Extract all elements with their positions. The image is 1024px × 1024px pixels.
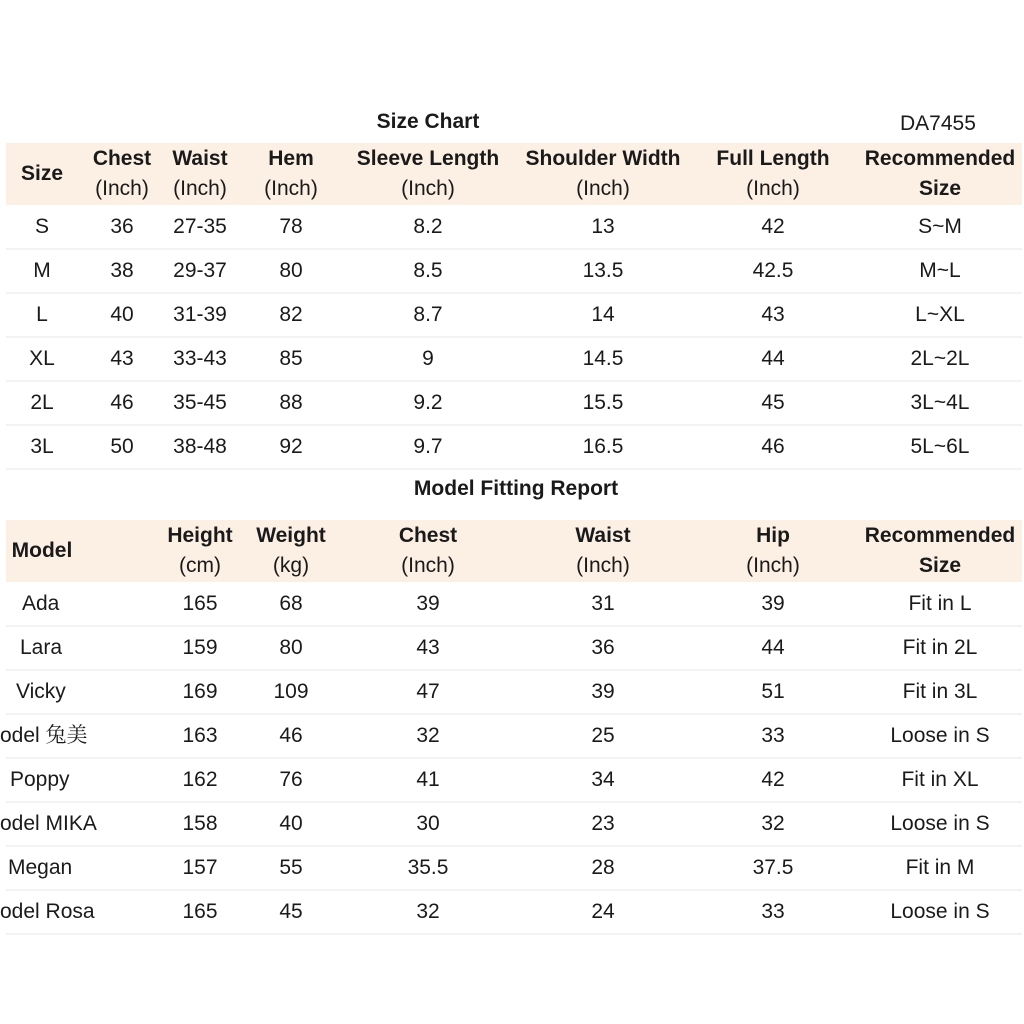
size-chart-cell: 3L <box>30 435 54 458</box>
size-chart-table <box>6 143 1022 470</box>
size-chart-title: Size Chart <box>376 110 480 133</box>
fitting-report-header-unit: (Inch) <box>576 554 630 577</box>
fitting-report-header-unit: (Inch) <box>746 554 800 577</box>
size-chart-cell: 15.5 <box>582 391 624 414</box>
fitting-report-cell: 23 <box>591 812 615 835</box>
fitting-report-header-label: Chest <box>398 524 458 547</box>
size-chart-cell: 5L~6L <box>910 435 970 458</box>
size-chart-header-label: Waist <box>172 147 228 170</box>
fitting-report-cell: 28 <box>591 856 615 879</box>
fitting-report-cell: 35.5 <box>407 856 449 879</box>
fitting-report-header-6 <box>840 521 1024 581</box>
fitting-report-header-label: Weight <box>256 524 326 547</box>
table-row <box>6 426 1022 470</box>
fitting-report-cell: Loose in S <box>890 724 990 747</box>
fitting-report-cell: Fit in M <box>905 856 975 879</box>
size-chart-cell: 16.5 <box>582 435 624 458</box>
size-chart-header-label: Full Length <box>716 147 830 170</box>
fitting-report-header-unit: (kg) <box>272 554 310 577</box>
fitting-report-header-label: Model <box>11 539 73 562</box>
size-chart-cell: 8.7 <box>413 303 443 326</box>
fitting-report-title: Model Fitting Report <box>413 477 619 500</box>
size-chart-header-label: Sleeve Length <box>356 147 500 170</box>
fitting-report-cell: 169 <box>182 680 218 703</box>
fitting-report-cell: Vicky <box>16 680 66 703</box>
fitting-report-header-label: Hip <box>756 524 790 547</box>
fitting-report-header-unit: Size <box>918 554 962 577</box>
size-chart-cell: L <box>36 303 48 326</box>
fitting-report-cell: odel MIKA <box>0 812 97 835</box>
fitting-report-cell: Fit in XL <box>901 768 979 791</box>
fitting-report-header-label: Recommended <box>864 524 1016 547</box>
fitting-report-cell: 24 <box>591 900 615 923</box>
size-chart-header-label: Shoulder Width <box>525 147 681 170</box>
table-row <box>6 671 1022 715</box>
table-row <box>0 803 1022 847</box>
fitting-report-cell: Fit in 2L <box>902 636 978 659</box>
fitting-report-cell: 40 <box>279 812 303 835</box>
size-chart-cell: S <box>34 215 49 238</box>
size-chart-cell: 88 <box>279 391 303 414</box>
table-row <box>0 715 1022 759</box>
size-chart-cell: 50 <box>110 435 134 458</box>
size-chart-cell: 29-37 <box>173 259 227 282</box>
size-chart-cell: 45 <box>761 391 785 414</box>
fitting-report-cell: Lara <box>20 636 63 659</box>
size-chart-header <box>6 143 1022 205</box>
fitting-report-header <box>6 520 1022 582</box>
size-chart-cell: 27-35 <box>173 215 227 238</box>
fitting-report-cell: 165 <box>182 900 218 923</box>
fitting-report-table <box>0 520 1022 935</box>
table-row <box>0 891 1022 935</box>
size-chart-cell: 3L~4L <box>910 391 970 414</box>
fitting-report-cell: 163 <box>182 724 218 747</box>
size-chart-cell: 14 <box>591 303 615 326</box>
fitting-report-header-label: Height <box>167 524 233 547</box>
fitting-report-cell: 33 <box>761 724 785 747</box>
fitting-report-cell: 30 <box>416 812 440 835</box>
fitting-report-body <box>0 583 1022 935</box>
table-row <box>6 206 1022 250</box>
fitting-report-cell: 80 <box>279 636 303 659</box>
fitting-report-cell: 41 <box>416 768 440 791</box>
size-chart-cell: XL <box>29 347 55 370</box>
table-row <box>6 294 1022 338</box>
size-chart-header-unit: (Inch) <box>264 177 318 200</box>
table-row <box>6 627 1022 671</box>
size-chart-cell: 8.2 <box>413 215 443 238</box>
table-row <box>6 847 1022 891</box>
size-chart-cell: 13.5 <box>582 259 624 282</box>
fitting-report-cell: 36 <box>591 636 615 659</box>
size-chart-cell: 36 <box>110 215 134 238</box>
fitting-report-header-3 <box>328 521 528 581</box>
table-row <box>6 250 1022 294</box>
size-chart-cell: 82 <box>279 303 303 326</box>
table-row <box>6 382 1022 426</box>
table-row <box>6 338 1022 382</box>
size-chart-body <box>6 206 1022 470</box>
fitting-report-cell: 55 <box>279 856 303 879</box>
size-chart-header-unit: Size <box>918 177 962 200</box>
fitting-report-cell: 31 <box>591 592 615 615</box>
size-chart-header-label: Chest <box>92 147 152 170</box>
size-chart-cell: 8.5 <box>413 259 443 282</box>
fitting-report-cell: 158 <box>182 812 218 835</box>
size-chart-cell: 9.7 <box>413 435 443 458</box>
size-chart-cell: 46 <box>110 391 134 414</box>
fitting-report-cell: 45 <box>279 900 303 923</box>
fitting-report-cell: 68 <box>279 592 303 615</box>
fitting-report-cell: 25 <box>591 724 615 747</box>
fitting-report-cell: 109 <box>273 680 309 703</box>
fitting-report-cell: Ada <box>22 592 60 615</box>
fitting-report-cell: 51 <box>761 680 785 703</box>
fitting-report-cell: 42 <box>761 768 785 791</box>
size-chart-cell: 2L <box>30 391 54 414</box>
fitting-report-cell: 32 <box>416 900 440 923</box>
fitting-report-cell: Loose in S <box>890 900 990 923</box>
fitting-report-cell: 37.5 <box>752 856 794 879</box>
size-chart-cell: 9.2 <box>413 391 443 414</box>
fitting-report-cell: 165 <box>182 592 218 615</box>
table-row <box>6 583 1022 627</box>
size-chart-cell: 40 <box>110 303 134 326</box>
fitting-report-cell: Loose in S <box>890 812 990 835</box>
fitting-report-cell: odel 兔美 <box>0 724 88 747</box>
size-chart-header-unit: (Inch) <box>173 177 227 200</box>
size-chart-header-label: Recommended <box>864 147 1016 170</box>
size-chart-header-unit: (Inch) <box>95 177 149 200</box>
size-chart-cell: 35-45 <box>173 391 227 414</box>
size-chart-header-label: Size <box>20 162 64 185</box>
size-chart-cell: 78 <box>279 215 303 238</box>
fitting-report-header-unit: (cm) <box>179 554 221 577</box>
size-chart-header-label: Hem <box>268 147 314 170</box>
size-chart-cell: 14.5 <box>582 347 624 370</box>
size-chart-cell: 43 <box>761 303 785 326</box>
size-chart-cell: 2L~2L <box>910 347 970 370</box>
size-chart-cell: 38 <box>110 259 134 282</box>
size-chart-cell: 85 <box>279 347 303 370</box>
fitting-report-cell: 44 <box>761 636 785 659</box>
size-chart-cell: 92 <box>279 435 303 458</box>
fitting-report-cell: 47 <box>416 680 440 703</box>
fitting-report-cell: 43 <box>416 636 440 659</box>
size-chart-cell: 31-39 <box>173 303 227 326</box>
fitting-report-cell: Fit in 3L <box>902 680 978 703</box>
size-chart-cell: 42 <box>761 215 785 238</box>
size-chart-header-unit: (Inch) <box>746 177 800 200</box>
size-chart-header-unit: (Inch) <box>576 177 630 200</box>
size-chart-header-4 <box>328 144 528 204</box>
size-chart-cell: 9 <box>422 347 434 370</box>
product-code: DA7455 <box>900 112 976 135</box>
fitting-report-cell: 76 <box>279 768 303 791</box>
size-chart-cell: 13 <box>591 215 615 238</box>
fitting-report-cell: 162 <box>182 768 218 791</box>
fitting-report-cell: 159 <box>182 636 218 659</box>
fitting-report-cell: 157 <box>182 856 218 879</box>
fitting-report-cell: 32 <box>416 724 440 747</box>
fitting-report-cell: 46 <box>279 724 303 747</box>
size-chart-cell: 38-48 <box>173 435 227 458</box>
size-chart-cell: 33-43 <box>173 347 227 370</box>
fitting-report-cell: Megan <box>8 856 73 879</box>
size-chart-cell: 44 <box>761 347 785 370</box>
table-row <box>6 759 1022 803</box>
fitting-report-header-label: Waist <box>575 524 631 547</box>
fitting-report-cell: Fit in L <box>908 592 972 615</box>
size-chart-cell: M~L <box>919 259 961 282</box>
size-chart-cell: 46 <box>761 435 785 458</box>
size-chart-header-unit: (Inch) <box>401 177 455 200</box>
fitting-report-cell: 39 <box>416 592 440 615</box>
size-chart-header-7 <box>840 144 1024 204</box>
fitting-report-cell: 33 <box>761 900 785 923</box>
size-chart-cell: S~M <box>918 215 962 238</box>
size-chart-cell: 43 <box>110 347 134 370</box>
fitting-report-header-unit: (Inch) <box>401 554 455 577</box>
size-chart-cell: 80 <box>279 259 303 282</box>
fitting-report-cell: 39 <box>591 680 615 703</box>
fitting-report-cell: 39 <box>761 592 785 615</box>
size-chart-cell: 42.5 <box>752 259 794 282</box>
fitting-report-cell: 34 <box>591 768 615 791</box>
size-chart-cell: M <box>33 259 51 282</box>
fitting-report-cell: odel Rosa <box>0 900 95 923</box>
size-chart-cell: L~XL <box>915 303 965 326</box>
fitting-report-cell: 32 <box>761 812 785 835</box>
fitting-report-cell: Poppy <box>10 768 70 791</box>
